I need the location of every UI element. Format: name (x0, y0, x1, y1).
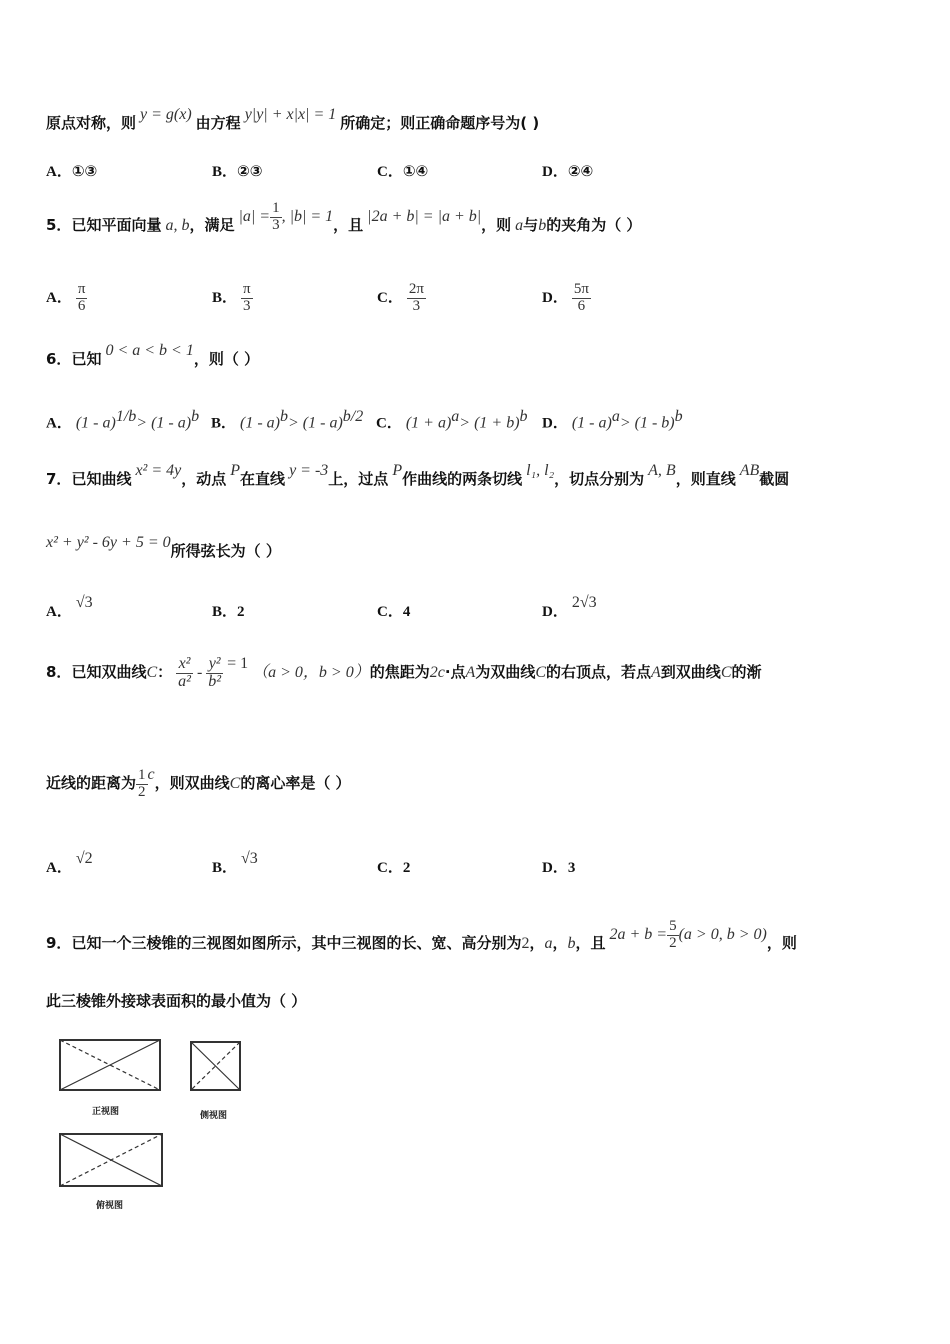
q4-text: 所确定；则正确命题序号为( ) (340, 114, 540, 132)
q9-text: 此三棱锥外接球表面积的最小值为（ ） (46, 992, 307, 1010)
question-number: 8． (46, 662, 72, 681)
frac-num: y² (206, 656, 223, 674)
option-label: C． (377, 164, 403, 180)
q4-stem (46, 106, 540, 133)
frac-num: x² (176, 656, 193, 674)
option-label: A． (46, 415, 72, 432)
option-label: A． (46, 860, 72, 876)
option-lhs: (1 - a) (75, 414, 116, 432)
q8-frac-y2-b2 (206, 656, 223, 691)
q4-math-g: y = g(x) (140, 106, 192, 123)
q5-frac-one-third (270, 201, 282, 234)
q8-frac-half (136, 768, 148, 801)
q7-text: ，切点分别为 (554, 470, 645, 488)
option-value: √3 (241, 850, 258, 867)
q4-option-b[interactable] (212, 160, 262, 181)
frac-den: 3 (243, 297, 251, 314)
q9-math-a: a (544, 934, 553, 952)
frac-num: π (243, 281, 251, 297)
option-value: 4 (402, 604, 411, 620)
q6-text: 已知 (71, 350, 102, 368)
frac-num: 2π (408, 281, 424, 297)
frac-num: 1 (272, 200, 280, 216)
q9-frac-five-halves (667, 919, 679, 952)
q8-minus: - (196, 663, 203, 681)
q8-condition: （a > 0，b > 0） (252, 663, 370, 681)
top-view-caption: 俯视图 (96, 1201, 124, 1211)
q8-text: 近线的距离为 (46, 773, 137, 792)
option-rhs-exp: b (519, 408, 528, 425)
option-label: A． (46, 289, 72, 306)
q8-math-a: A (651, 663, 661, 681)
q4-option-a[interactable] (46, 160, 97, 181)
q6-option-c[interactable] (376, 408, 528, 432)
question-number: 5． (46, 215, 72, 234)
q9-sep: ， (529, 933, 545, 952)
q8-math-c: C (535, 663, 546, 681)
q5-text: ，且 (333, 215, 364, 234)
option-value: ②③ (237, 162, 263, 180)
q7-text: 上，过点 (328, 470, 389, 488)
option-lhs: (1 - a) (571, 414, 612, 432)
option-lhs-exp: 1/b (115, 408, 137, 425)
q9-text: 已知一个三棱锥的三视图如图所示，其中三视图的长、宽、高分别为 (71, 933, 522, 952)
option-value: 2 (237, 604, 245, 620)
side-view-caption: 侧视图 (200, 1111, 228, 1121)
q8-math-c: C (720, 663, 732, 681)
q4-text: 由方程 (195, 114, 241, 132)
q7-option-b[interactable] (212, 600, 245, 621)
option-frac (241, 282, 253, 315)
option-rhs: > (1 - b) (619, 414, 675, 432)
q8-text: ，则双曲线 (154, 773, 230, 792)
q8-math-c: c (147, 765, 155, 783)
frac-den: 2 (669, 934, 677, 951)
q7-option-a[interactable] (46, 594, 93, 621)
frac-den: 2 (138, 783, 146, 800)
q7-math-ab: AB (739, 462, 760, 479)
option-rhs: > (1 + b) (459, 414, 520, 432)
q9-sep: ， (552, 933, 568, 952)
q5-math-abs-a: |a| = (238, 207, 271, 225)
option-label: B． (212, 860, 238, 876)
q9-math-length: 2 (521, 934, 530, 952)
option-label: C． (376, 415, 402, 432)
q7-text: ，动点 (181, 470, 227, 488)
q5-text: 与 (523, 215, 539, 234)
q7-math-line: y = -3 (289, 462, 329, 479)
q8-math-c: C (146, 663, 158, 681)
q8-text: 到双曲线 (660, 662, 721, 681)
option-rhs-exp: b/2 (342, 408, 364, 425)
q7-text: 在直线 (240, 470, 286, 488)
option-label: D． (542, 604, 568, 620)
option-rhs: > (1 - a) (136, 414, 192, 432)
q5-math-abs-b: , |b| = 1 (281, 207, 334, 225)
q5-math-vectors: a, b (165, 216, 190, 234)
option-label: C． (377, 860, 403, 876)
q8-option-a[interactable] (46, 850, 93, 877)
option-label: B． (212, 604, 238, 620)
q9-math-constraint: 2a + b = (609, 925, 668, 943)
question-number: 9． (46, 933, 72, 952)
q5-option-d[interactable] (542, 282, 591, 315)
option-label: D． (542, 289, 568, 306)
q8-text: 的右顶点，若点 (546, 662, 652, 681)
option-lhs: (1 + a) (405, 414, 452, 432)
option-label: C． (377, 604, 403, 620)
frac-num: 5π (573, 281, 589, 297)
q5-option-c[interactable] (377, 282, 426, 315)
q7-stem (46, 462, 790, 489)
top-view-figure (58, 1132, 164, 1188)
option-lhs-exp: a (451, 408, 460, 425)
q8-stem-cont (46, 765, 351, 801)
option-label: B． (212, 289, 238, 306)
q5-option-a[interactable] (46, 282, 87, 315)
option-lhs: (1 - a) (240, 414, 280, 432)
option-label: D． (542, 415, 568, 432)
option-value: 2 (402, 860, 411, 876)
option-value: ①④ (402, 162, 429, 180)
q7-option-d[interactable] (542, 594, 597, 621)
frac-num: 5 (669, 918, 677, 934)
option-label: A． (46, 164, 72, 180)
q7-math-p: P (230, 462, 241, 479)
q7-text: ，则直线 (675, 470, 736, 488)
q7-text: 作曲线的两条切线 (402, 470, 523, 488)
q5-stem (46, 200, 642, 243)
q9-math-condition: (a > 0, b > 0) (678, 925, 767, 943)
front-view-figure (58, 1038, 162, 1094)
q8-option-c[interactable] (377, 856, 410, 877)
option-value: ①③ (71, 162, 98, 180)
q9-text: ，且 (575, 933, 606, 952)
q4-option-d[interactable] (542, 160, 593, 181)
option-label: B． (211, 415, 237, 432)
q4-option-c[interactable] (377, 160, 428, 181)
option-label: D． (542, 860, 568, 876)
q5-text: 已知平面向量 (71, 215, 162, 234)
q6-math-condition: 0 < a < b < 1 (105, 342, 194, 359)
side-view-figure (189, 1040, 243, 1092)
q5-text: ，满足 (189, 215, 235, 234)
frac-num: 1 (138, 767, 146, 783)
q8-math-a: A (465, 663, 476, 681)
option-label: B． (212, 164, 238, 180)
option-frac (407, 282, 426, 315)
q5-math-b: b (538, 216, 547, 234)
q7-math-tangents: l₁, l₂ (526, 462, 555, 479)
option-label: A． (46, 604, 72, 620)
q7-text: 已知曲线 (71, 470, 132, 488)
q5-math-condition: |2a + b| = |a + b| (367, 207, 482, 225)
option-rhs-exp: b (674, 408, 683, 425)
q7-option-c[interactable] (377, 600, 410, 621)
frac-den: 3 (272, 216, 280, 233)
q8-option-d[interactable] (542, 856, 575, 877)
q8-eq: = 1 (227, 654, 249, 672)
option-lhs-exp: b (280, 408, 288, 425)
q8-text: ： (157, 662, 173, 681)
frac-den: a² (178, 672, 191, 690)
q8-text: 的焦距为 (369, 662, 430, 681)
q7-stem-cont (46, 534, 281, 561)
q7-math-circle: x² + y² - 6y + 5 = 0 (46, 534, 171, 551)
frac-den: 6 (77, 297, 86, 314)
option-lhs-exp: a (611, 408, 620, 425)
question-number: 7． (46, 470, 72, 488)
front-view-caption: 正视图 (92, 1107, 120, 1117)
q6-stem (46, 342, 260, 369)
q7-text: 所得弦长为（ ） (170, 542, 281, 560)
option-frac (572, 282, 591, 315)
q5-text: 的夹角为（ ） (546, 215, 642, 234)
q4-text: 原点对称，则 (46, 114, 137, 132)
q6-text: ，则（ ） (193, 350, 260, 368)
q8-text: ·点 (444, 662, 466, 681)
q9-stem-cont (46, 990, 306, 1011)
option-value: √3 (75, 594, 93, 611)
q8-text: 的离心率是（ ） (240, 773, 351, 792)
q7-math-p: P (392, 462, 403, 479)
q5-text: ，则 (481, 215, 512, 234)
q8-frac-x2-a2 (176, 656, 193, 691)
q6-option-b[interactable] (211, 408, 363, 432)
option-value: 3 (567, 860, 576, 876)
option-frac (76, 282, 88, 315)
q6-option-d[interactable] (542, 408, 683, 432)
q8-math-2c: 2c (429, 663, 445, 681)
q9-text: ，则 (766, 933, 797, 952)
frac-den: 6 (577, 297, 586, 314)
q9-math-b: b (567, 934, 576, 952)
option-value: √2 (75, 850, 93, 867)
q4-math-equation: y|y| + x|x| = 1 (244, 106, 337, 123)
q7-math-parabola: x² = 4y (135, 462, 182, 479)
q7-text: 截圆 (759, 470, 790, 488)
option-value: ②④ (567, 162, 594, 180)
frac-den: b² (208, 672, 222, 690)
q8-text: 的渐 (731, 662, 762, 681)
frac-den: 3 (412, 297, 421, 314)
q5-math-a: a (515, 216, 524, 234)
option-label: C． (377, 289, 403, 306)
option-rhs-exp: b (191, 408, 200, 425)
option-rhs: > (1 - a) (288, 414, 343, 432)
q8-text: 为双曲线 (475, 662, 536, 681)
q8-text: 已知双曲线 (71, 662, 147, 681)
q6-option-a[interactable] (46, 408, 199, 432)
frac-num: π (77, 281, 86, 297)
option-label: D． (542, 164, 568, 180)
q8-stem (46, 656, 762, 691)
q7-math-points: A, B (648, 462, 676, 479)
q8-math-c: C (229, 774, 241, 792)
option-value: 2√3 (571, 594, 597, 611)
question-number: 6． (46, 350, 72, 368)
q5-option-b[interactable] (212, 282, 253, 315)
q8-option-b[interactable] (212, 850, 258, 877)
q9-stem (46, 918, 797, 961)
